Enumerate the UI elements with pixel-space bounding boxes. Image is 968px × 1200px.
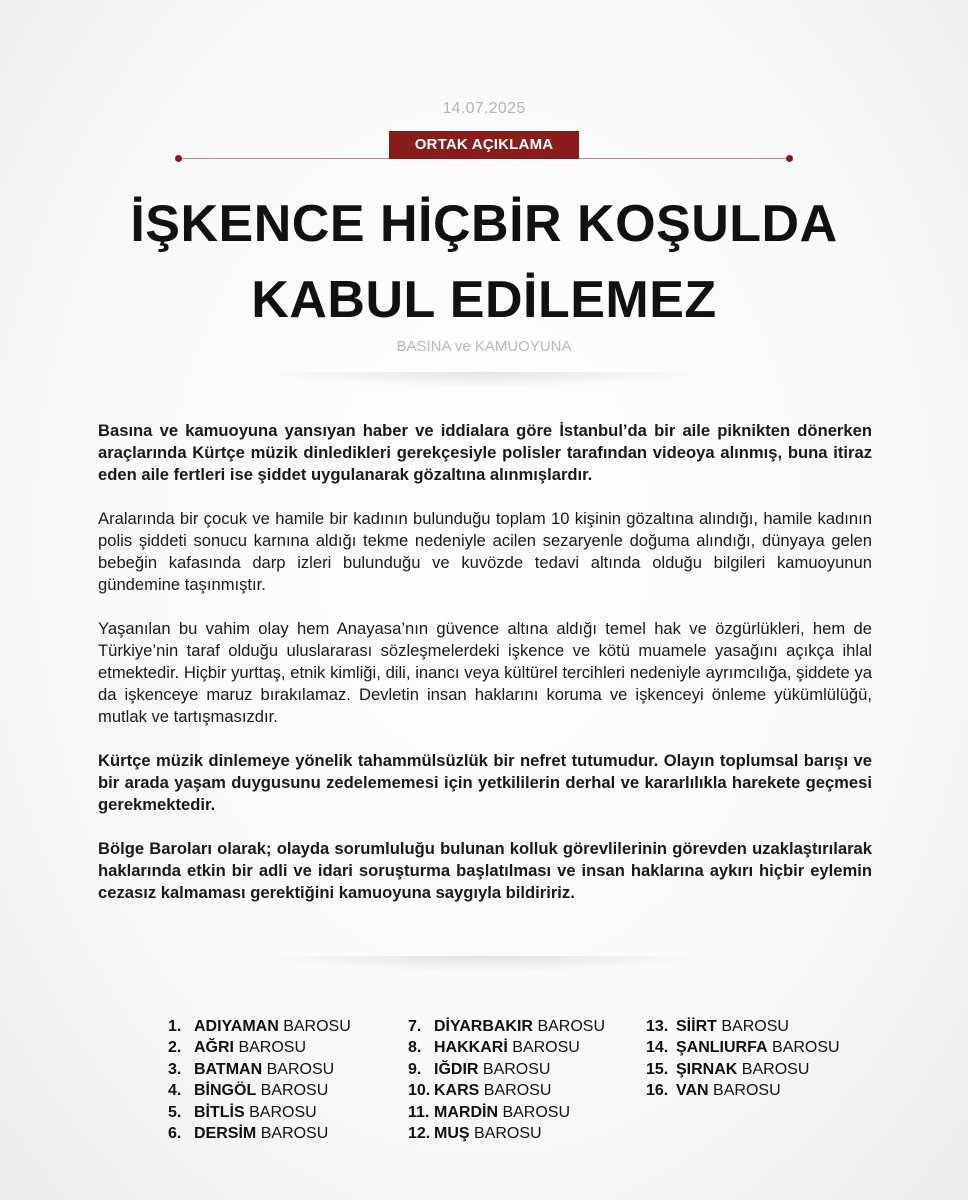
statement-type-badge: ORTAK AÇIKLAMA [389, 131, 579, 159]
bar-column-3 [646, 1016, 840, 1102]
list-item: 4. BİNGÖL BAROSU [168, 1082, 329, 1100]
list-item: 14. ŞANLIURFA BAROSU [646, 1039, 840, 1057]
list-item: 1. ADIYAMAN BAROSU [168, 1018, 351, 1035]
bar-column-1 [168, 1016, 351, 1144]
list-item: 8. HAKKARİ BAROSU [408, 1039, 580, 1057]
list-item: 11. MARDİN BAROSU [408, 1103, 571, 1121]
bar-column-2 [408, 1016, 605, 1144]
list-item: 15. ŞIRNAK BAROSU [646, 1060, 810, 1078]
list-item: 12. MUŞ BAROSU [408, 1125, 542, 1143]
subtitle: BASINA ve KAMUOYUNA [396, 338, 572, 355]
list-item: 2. AĞRI BAROSU [168, 1039, 307, 1057]
bottom-divider [260, 956, 708, 972]
paragraph-3: Yaşanılan bu vahim olay hem Anayasa’nın güvence altına aldığı temel hak ve özgürlükleri, hem de Türkiye’nin taraf olduğu uluslararası sözleşmelerdeki işkence ve kötü muamele yasağını açıkça ihlal etmektedir. Hiçbir yurttaş, etnik kimliği, dili, inancı veya kültürel tercihleri nedeniyle ayrımcılığa, şiddete ya da işkenceye maruz bırakılamaz. Devletin insan haklarını koruma ve işkenceyi önleme yükümlülüğü, mutlak ve tartışmasızdır. [98, 619, 872, 726]
list-item: 9. IĞDIR BAROSU [408, 1060, 551, 1078]
paragraph-2: Aralarında bir çocuk ve hamile bir kadının bulunduğu toplam 10 kişinin gözaltına alındığı, hamile kadının polis şiddeti sonucu karnına aldığı tekme nedeniyle acilen sezaryenle doğuma alındığı, dünyaya gelen bebeğin kafasında darp izleri bulunduğu ve kuvözde tedavi altında olduğu bilgileri kamuoyunun gündemine taşınmıştır. [98, 509, 872, 594]
list-item: 10. KARS BAROSU [408, 1082, 552, 1100]
paragraph-4: Kürtçe müzik dinlemeye yönelik tahammülsüzlük bir nefret tutumudur. Olayın toplumsal barışı ve bir arada yaşam duygusunu zedelememesi için yetkililerin derhal ve kararlılıkla harekete geçmesi gerekmektedir. [98, 751, 872, 814]
headline-line-1: İŞKENCE HİÇBİR KOŞULDA [130, 195, 838, 253]
list-item: 16. VAN BAROSU [646, 1082, 781, 1100]
list-item: 7. DİYARBAKIR BAROSU [408, 1018, 606, 1035]
list-item: 13. SİİRT BAROSU [646, 1018, 789, 1035]
statement-date: 14.07.2025 [442, 100, 526, 117]
headline [0, 186, 968, 338]
paragraph-1: Basına ve kamuoyuna yansıyan haber ve iddialara göre İstanbul’da bir aile piknikten dönerken araçlarında Kürtçe müzik dinledikleri gerekçesiyle polisler tarafından videoya alınmış, buna itiraz eden aile fertleri ise şiddet uygulanarak gözaltına alınmışlardır. [98, 421, 872, 484]
rule-dot-left [175, 155, 182, 162]
list-item: 5. BİTLİS BAROSU [168, 1103, 317, 1121]
rule-dot-right [786, 155, 793, 162]
top-divider [260, 372, 708, 388]
headline-line-2: KABUL EDİLEMEZ [251, 271, 717, 329]
statement-body [98, 420, 872, 926]
list-item: 6. DERSİM BAROSU [168, 1125, 329, 1143]
list-item: 3. BATMAN BAROSU [168, 1060, 335, 1078]
paragraph-5: Bölge Baroları olarak; olayda sorumluluğu bulunan kolluk görevlilerinin görevden uzaklaştırılarak haklarında etkin bir adli ve idari soruşturma başlatılması ve insan haklarına aykırı hiçbir eylemin cezasız kalmaması gerektiğini kamuoyuna saygıyla bildiririz. [98, 839, 872, 902]
